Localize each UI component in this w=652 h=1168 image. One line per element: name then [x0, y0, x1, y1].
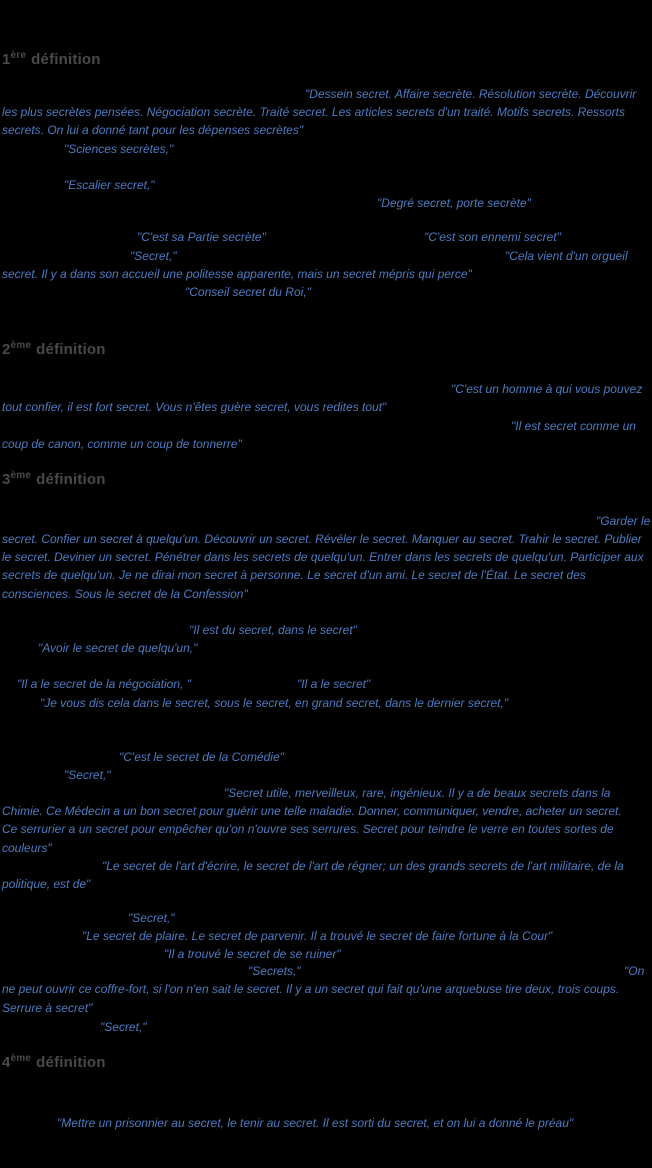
quote-fragment: Chimie. Ce Médecin a un bon secret pour guérir une telle maladie. Donner, communiquer, vendre, acheter un secret.	[2, 804, 622, 818]
quote-fragment: "Secret,"	[128, 911, 175, 925]
heading-number: 3	[2, 471, 11, 488]
quote-fragment: secret. Confier un secret à quelqu'un. Découvrir un secret. Révéler le secret. Manquer au secret. Trahir le secret. Publier	[2, 532, 642, 546]
quote-fragment: couleurs"	[2, 841, 52, 855]
quote-fragment: "Cela vient d'un orgueil	[505, 249, 628, 263]
quote-fragment: "Degré secret, porte secrète"	[377, 196, 531, 210]
quote-fragment: "C'est un homme à qui vous pouvez	[451, 382, 643, 396]
heading-label: définition	[31, 51, 101, 68]
quote-fragment: "Avoir le secret de quelqu'un,"	[38, 641, 198, 655]
quote-fragment: consciences. Sous le secret de la Confession"	[2, 587, 248, 601]
quote-fragment: ne peut ouvrir ce coffre-fort, si l'on n'en sait le secret. Il y a un secret qui fait qu'une arquebuse tire deux, trois coups.	[2, 982, 620, 996]
quote-fragment: "On	[624, 964, 645, 978]
quote-fragment: "Secret,"	[130, 249, 177, 263]
heading-label: définition	[36, 1054, 106, 1071]
quote-fragment: "Il a le secret"	[297, 677, 371, 691]
quote-fragment: "Secret,"	[100, 1020, 147, 1034]
quote-fragment: "Secrets,"	[248, 964, 301, 978]
heading-number: 1	[2, 51, 11, 68]
quote-fragment: Ce serrurier a un secret pour empêcher qu'on n'ouvre ses serrures. Secret pour teindre le verre en toutes sortes de	[2, 822, 614, 836]
quote-fragment: "C'est sa Partie secrète"	[137, 230, 266, 244]
quote-fragment: "Mettre un prisonnier au secret, le tenir au secret. Il est sorti du secret, et on lui a donné le préau"	[57, 1116, 574, 1130]
heading-number: 2	[2, 341, 11, 358]
heading-label: définition	[36, 341, 106, 358]
quote-fragment: "Le secret de l'art d'écrire, le secret de l'art de régner; un des grands secrets de l'art militaire, de la	[102, 859, 624, 873]
heading-ordinal-suffix: ème	[10, 340, 32, 351]
quote-fragment: "Dessein secret. Affaire secrète. Résolution secrète. Découvrir	[305, 87, 637, 101]
quote-fragment: "Conseil secret du Roi,"	[185, 285, 311, 299]
quote-fragment: "Je vous dis cela dans le secret, sous le secret, en grand secret, dans le dernier secret,"	[40, 696, 509, 710]
quote-fragment: "Secret utile, merveilleux, rare, ingénieux. Il y a de beaux secrets dans la	[224, 786, 611, 800]
quote-fragment: "Il a trouvé le secret de se ruiner"	[164, 947, 341, 961]
quote-fragment: secrets. On lui a donné tant pour les dépenses secrètes"	[2, 123, 304, 137]
definition-heading	[2, 340, 106, 360]
quote-fragment: tout confier, il est fort secret. Vous n'êtes guère secret, vous redites tout"	[2, 400, 387, 414]
quote-fragment: "Garder le	[596, 514, 651, 528]
quote-fragment: coup de canon, comme un coup de tonnerre"	[2, 437, 242, 451]
quote-fragment: le secret. Deviner un secret. Pénétrer dans les secrets de quelqu'un. Entrer dans les secrets de quelqu'un. Participer aux	[2, 550, 644, 564]
heading-number: 4	[2, 1054, 11, 1071]
quote-fragment: "Escalier secret,"	[64, 178, 155, 192]
quote-fragment: secret. Il y a dans son accueil une politesse apparente, mais un secret mépris qui perce"	[2, 267, 472, 281]
definition-heading	[2, 50, 101, 70]
heading-ordinal-suffix: ère	[10, 50, 27, 61]
quote-fragment: "Sciences secrètes,"	[64, 142, 174, 156]
quote-fragment: secrets de quelqu'un. Je ne dirai mon secret à personne. Le secret d'un ami. Le secret de l'État. Le secret des	[2, 568, 586, 582]
quote-fragment: "Le secret de plaire. Le secret de parvenir. Il a trouvé le secret de faire fortune à la Cour"	[82, 929, 553, 943]
quote-fragment: les plus secrètes pensées. Négociation secrète. Traité secret. Les articles secrets d'un traité. Motifs secrets. Ressorts	[2, 105, 625, 119]
quote-fragment: "Secret,"	[64, 768, 111, 782]
quote-fragment: "C'est le secret de la Comédie"	[119, 750, 284, 764]
definition-heading	[2, 1053, 106, 1073]
quote-fragment: "C'est son ennemi secret"	[424, 230, 561, 244]
quote-fragment: "Il est du secret, dans le secret"	[189, 623, 357, 637]
heading-label: définition	[36, 471, 106, 488]
quote-fragment: Serrure à secret"	[2, 1001, 93, 1015]
definition-heading	[2, 470, 106, 490]
quote-fragment: "Il est secret comme un	[511, 419, 636, 433]
heading-ordinal-suffix: ème	[10, 1053, 32, 1064]
quote-fragment: politique, est de"	[2, 877, 91, 891]
quote-fragment: "Il a le secret de la négociation, "	[17, 677, 191, 691]
heading-ordinal-suffix: ème	[10, 470, 32, 481]
